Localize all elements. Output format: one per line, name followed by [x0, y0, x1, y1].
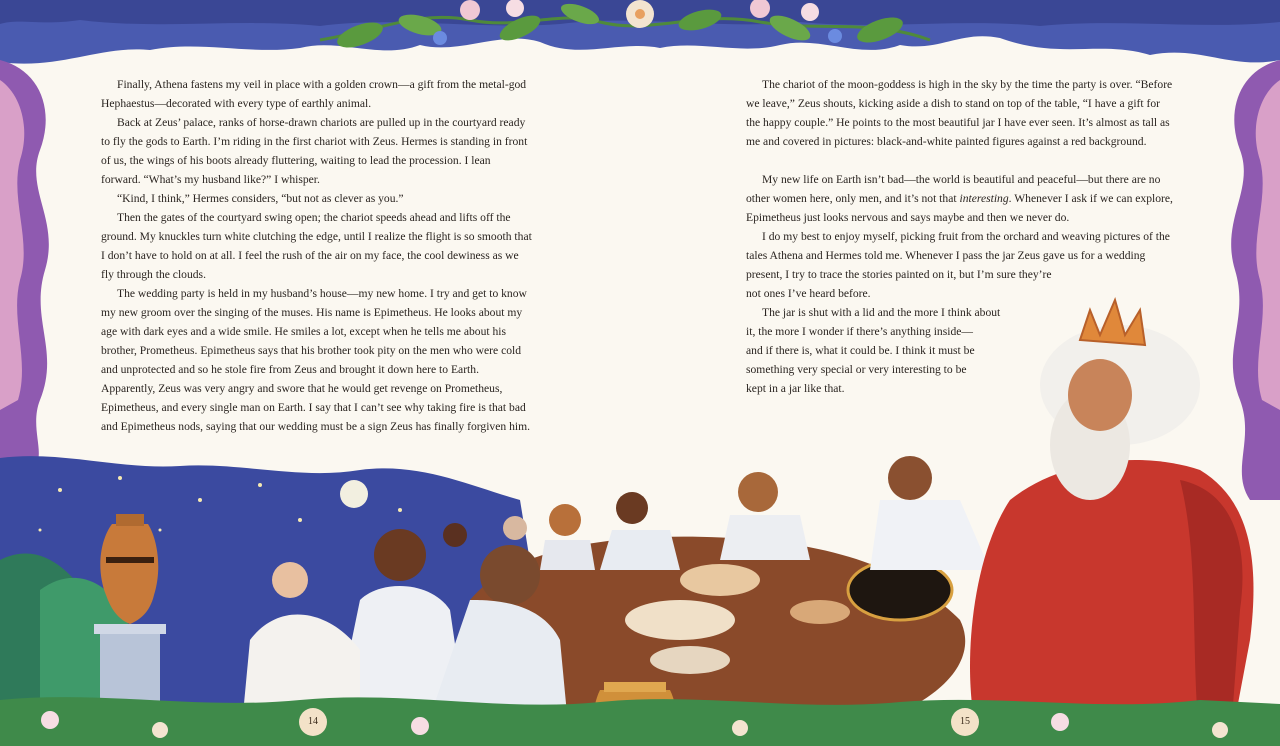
right-page-text [746, 75, 1176, 398]
bottom-flowers [0, 697, 1280, 746]
text-run: . Whenever I ask if we can explore, Epimetheus just looks nervous and says maybe and then we never do. [746, 192, 1173, 224]
paragraph-line: not ones I’ve heard before. [746, 287, 871, 300]
text-run: My new life on Earth isn’t bad—the world is beautiful and peaceful—but there are no other women here, only men, and it’s not that [746, 173, 1161, 205]
paragraph: I do my best to enjoy myself, picking fruit from the orchard and weaving pictures of the tales Athena and Hermes told me. Whenever I pass the jar Zeus gave us for a wedding [746, 230, 1170, 262]
page-number-right: 15 [960, 716, 970, 727]
paragraph: The chariot of the moon-goddess is high in the sky by the time the party is over. “Before we leave,” Zeus shouts, kicking aside a dish to stand on top of the table, “I have a gift for the happy couple.” He points to the most beautiful jar I have ever seen. It’s almost as tall as me and covered in pictures: black-and-white painted figures against a red background. [746, 78, 1173, 148]
right-swirl-pink [1256, 80, 1280, 410]
moon [340, 480, 368, 508]
paragraph-line: and if there is, what it could be. I think it must be [746, 344, 975, 357]
left-swirl-pink [0, 80, 24, 410]
dish-2 [625, 600, 735, 640]
paragraph [746, 170, 1176, 227]
paragraph-line: it, the more I wonder if there’s anything inside— [746, 325, 973, 338]
dish-4 [790, 600, 850, 624]
paragraph-line: The jar is shut with a lid and the more I think about [762, 306, 1001, 319]
paragraph-line: kept in a jar like that. [746, 382, 845, 395]
paragraph-line: present, I try to trace the stories painted on it, but I’m sure they’re [746, 268, 1052, 281]
emphasis: interesting [959, 192, 1009, 205]
paragraph: Then the gates of the courtyard swing open; the chariot speeds ahead and lifts off the ground. My knuckles turn white clutching the edge, until I realize the flight is so smooth that I don’t have to hold on at all. I feel the rush of the air on my face, the cool dewiness as we fly through the clouds. [101, 211, 532, 281]
paragraph: The wedding party is held in my husband’s house—my new home. I try and get to know my new groom over the singing of the muses. His name is Epimetheus. He looks about my age with dark eyes and a wide smile. He smiles a lot, except when he tells me about his brother, Prometheus. Epimetheus says that his brother took pity on the men who were cold and unprotected and so he stole fire from Zeus and brought it down here to Earth. Apparently, Zeus was very angry and swore that he would get revenge on Prometheus, Epimetheus, and every single man on Earth. I say that I can’t see why taking fire is that bad and Epimetheus nods, saying that our wedding must be a sign Zeus has finally forgiven him. [101, 287, 531, 433]
page-number-left: 14 [308, 716, 318, 727]
dish-3 [650, 646, 730, 674]
paragraph: Finally, Athena fastens my veil in place with a golden crown—a gift from the metal-god Hephaestus—decorated with every type of earthly animal. [101, 78, 527, 110]
paragraph: “Kind, I think,” Hermes considers, “but not as clever as you.” [117, 192, 404, 205]
left-page-text [101, 75, 533, 436]
paragraph-line: something very special or very interesting to be [746, 363, 967, 376]
paragraph: Back at Zeus’ palace, ranks of horse-drawn chariots are pulled up in the courtyard ready to fly the gods to Earth. I’m riding in the first chariot with Zeus. Hermes is standing in front of us, the wings of his boots already fluttering, waiting to lead the procession. I lean forward. “What’s my husband like?” I whisper. [101, 116, 528, 186]
dish-1 [680, 564, 760, 596]
